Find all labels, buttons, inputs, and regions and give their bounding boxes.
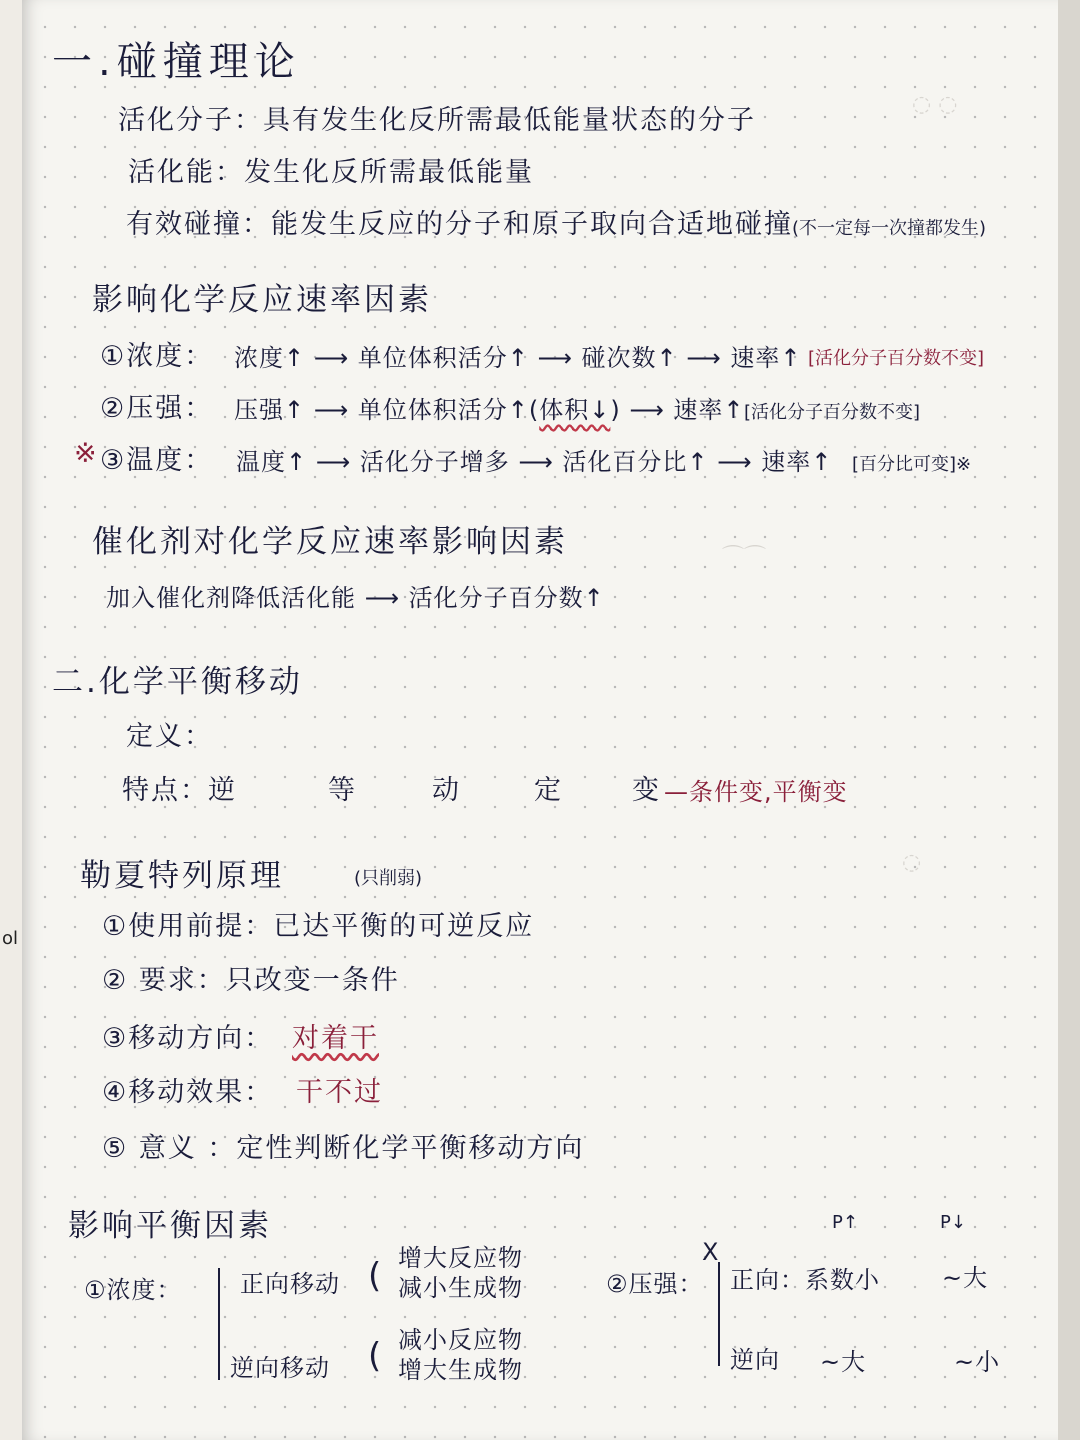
forward-shift-label: 正向移动 <box>240 1270 340 1298</box>
bleed-through-mark: ◌ ◌ <box>912 92 958 117</box>
le-chatelier-note: (只削弱) <box>354 868 423 889</box>
pressure-reverse-right: ~小 <box>954 1348 1001 1376</box>
bleed-through-mark: ◌ <box>902 850 922 875</box>
factor-concentration-note: [活化分子百分数不变] <box>808 348 985 369</box>
feature-item: 变 <box>632 775 661 806</box>
line-effective-collision: 有效碰撞：能发生反应的分子和原子取向合适地碰撞 <box>126 209 793 240</box>
lc-effect-label: ④移动效果： <box>102 1077 274 1108</box>
reverse-brace-icon: ( <box>368 1336 384 1376</box>
lc-effect-value: 干不过 <box>296 1077 383 1108</box>
lc-requirement: ② 要求：只改变一条件 <box>102 965 400 996</box>
catalyst-heading: 催化剂对化学反应速率影响因素 <box>92 524 568 560</box>
feature-item: 动 <box>432 775 461 806</box>
bleed-through-mark: ⌒⌒ <box>722 545 767 570</box>
definition-label: 定义： <box>126 721 213 752</box>
factor-pressure-chain-a: 压强↑ ⟶ 单位体积活分↑( <box>234 396 540 424</box>
eq-concentration-label: ①浓度： <box>84 1276 182 1304</box>
factor-pressure-note: [活化分子百分数不变] <box>744 402 921 423</box>
reverse-cond-2: 增大生成物 <box>398 1356 523 1384</box>
pressure-up-header: P↑ <box>832 1212 858 1233</box>
pressure-forward: 正向：系数小 <box>730 1266 880 1294</box>
line-effective-collision-note: (不一定每一次撞都发生) <box>792 218 987 239</box>
eq-pressure-label: ②压强： <box>606 1270 704 1298</box>
pressure-x-mark: X <box>702 1238 720 1266</box>
le-chatelier-title: 勒夏特列原理 <box>80 858 284 894</box>
catalyst-line: 加入催化剂降低活化能 ⟶ 活化分子百分数↑ <box>106 584 605 612</box>
margin-mark: ol <box>2 928 19 949</box>
factor-concentration-label: ①浓度： <box>100 341 214 372</box>
feature-tail: —条件变,平衡变 <box>664 778 848 806</box>
lc-premise: ①使用前提：已达平衡的可逆反应 <box>102 911 535 942</box>
pressure-down-header: P↓ <box>940 1212 966 1233</box>
forward-brace-icon: ( <box>368 1256 384 1296</box>
pressure-brace <box>718 1262 720 1366</box>
pressure-reverse-mid: ~大 <box>820 1348 867 1376</box>
concentration-brace <box>218 1268 220 1380</box>
lc-significance: ⑤ 意义 ：定性判断化学平衡移动方向 <box>102 1133 585 1164</box>
pressure-forward-right: ~大 <box>942 1264 989 1292</box>
section-1-title: 一.碰撞理论 <box>52 39 301 85</box>
factor-pressure-chain <box>234 390 745 425</box>
forward-cond-2: 减小生成物 <box>398 1274 523 1302</box>
section-2-title: 二.化学平衡移动 <box>52 664 303 700</box>
feature-item: 定 <box>534 775 563 806</box>
factor-pressure-label: ②压强： <box>100 393 214 424</box>
reverse-cond-1: 减小反应物 <box>398 1326 523 1354</box>
forward-cond-1: 增大反应物 <box>398 1244 523 1272</box>
feature-item: 逆 <box>208 775 237 806</box>
notebook-page <box>22 0 1058 1440</box>
line-activated-molecule: 活化分子：具有发生化反所需最低能量状态的分子 <box>118 105 756 136</box>
temperature-star-mark: ※ <box>74 438 99 469</box>
factor-pressure-volume: 体积↓ <box>539 396 611 424</box>
lc-direction-label: ③移动方向： <box>102 1023 274 1054</box>
factor-temperature-chain: 温度↑ ⟶ 活化分子增多 ⟶ 活化百分比↑ ⟶ 速率↑ <box>236 448 833 476</box>
equilibrium-factors-heading: 影响平衡因素 <box>68 1208 272 1244</box>
features-label: 特点： <box>122 775 209 806</box>
feature-item: 等 <box>328 775 357 806</box>
pressure-reverse: 逆向 <box>730 1346 780 1374</box>
line-activation-energy: 活化能：发生化反所需最低能量 <box>128 157 534 188</box>
factor-temperature-label: ③温度： <box>100 445 214 476</box>
reverse-shift-label: 逆向移动 <box>230 1354 330 1382</box>
factor-concentration-chain: 浓度↑ ⟶ 单位体积活分↑ ⟶ 碰次数↑ ⟶ 速率↑ <box>234 344 802 372</box>
rate-factors-heading: 影响化学反应速率因素 <box>92 282 432 318</box>
lc-direction-value: 对着干 <box>292 1023 379 1054</box>
factor-temperature-note: [百分比可变]※ <box>852 454 972 475</box>
factor-pressure-chain-b: ) ⟶ 速率↑ <box>610 396 745 424</box>
